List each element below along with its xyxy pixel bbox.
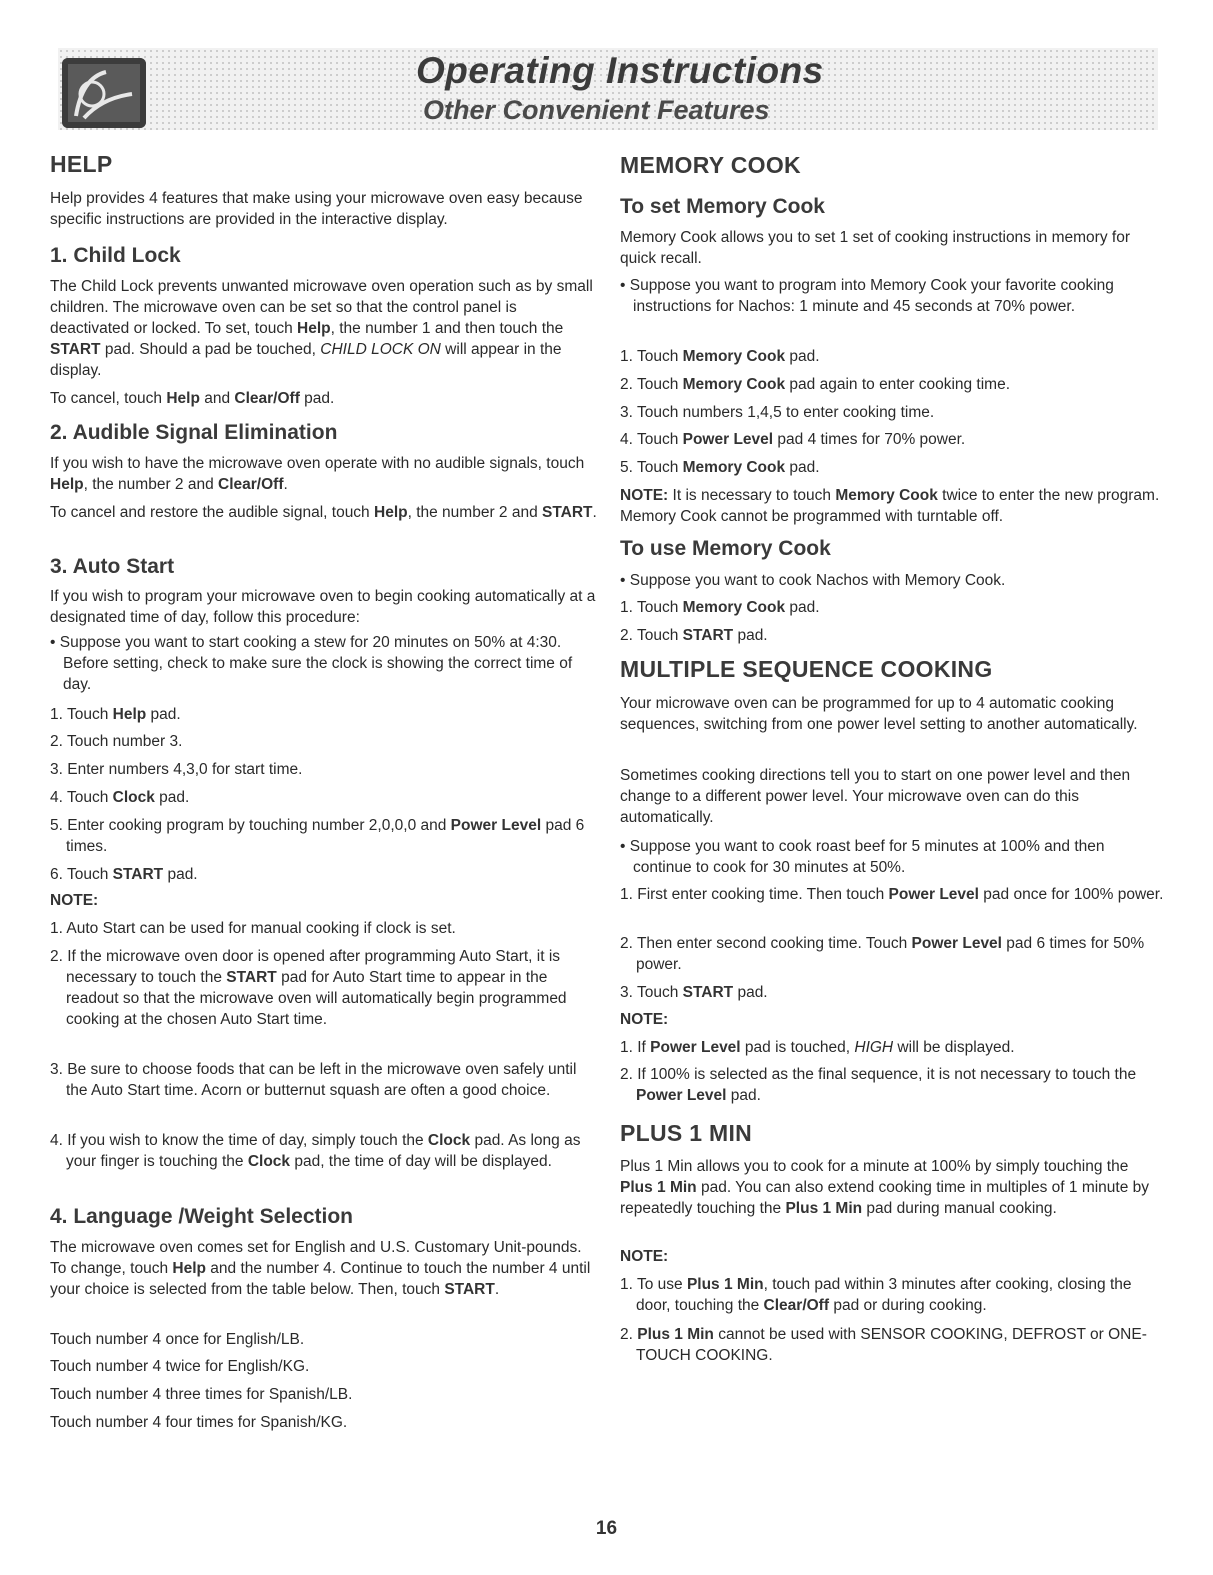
auto-start-note: 2. If the microwave oven door is opened after programming Auto Start, it is necessary to touch the START pad for Auto Start time to appear in the readout so that the microwave oven will automatically begin programmed cooking at the chosen Auto Start time. (50, 948, 567, 1028)
page-title: Operating Instructions (416, 50, 824, 91)
plus-text: Plus 1 Min allows you to cook for a minute at 100% by simply touching the Plus 1 Min pad. You can also extend cooking time in multiples of 1 minute by repeatedly touching the Plus 1 Min pad during manual cooking. (620, 1158, 1150, 1217)
memory-bullet: • Suppose you want to program into Memory Cook your favorite cooking instructions for Nachos: 1 minute and 45 seconds at 70% power. (620, 277, 1114, 315)
language-option: Touch number 4 twice for English/KG. (50, 1358, 310, 1375)
multiple-sequence-heading: MULTIPLE SEQUENCE COOKING (620, 656, 993, 682)
auto-start-step: 6. Touch START pad. (50, 866, 198, 883)
audible-text: If you wish to have the microwave oven operate with no audible signals, touch Help, the number 2 and Clear/Off. (50, 455, 585, 493)
auto-start-note: 4. If you wish to know the time of day, simply touch the Clock pad. As long as your finger is touching the Clock pad, the time of day will be displayed. (50, 1132, 581, 1170)
child-lock-text: The Child Lock prevents unwanted microwave oven operation such as by small children. The microwave oven can be set so that the control panel is deactivated or locked. To set, touch Help, the number 1 and then touch the START pad. Should a pad be touched, CHILD LOCK ON will appear in the display. (50, 278, 593, 379)
use-memory-step: 1. Touch Memory Cook pad. (620, 599, 820, 616)
use-memory-bullet: • Suppose you want to cook Nachos with Memory Cook. (620, 572, 1006, 589)
memory-intro: Memory Cook allows you to set 1 set of cooking instructions in memory for quick recall. (620, 229, 1130, 267)
memory-step: 2. Touch Memory Cook pad again to enter cooking time. (620, 376, 1011, 393)
multiple-note-label: NOTE: (620, 1011, 669, 1028)
auto-start-heading: 3. Auto Start (50, 555, 175, 578)
multiple-text: Your microwave oven can be programmed for up to 4 automatic cooking sequences, switching from one power level setting to another automatically. (620, 695, 1138, 733)
auto-start-step: 1. Touch Help pad. (50, 706, 181, 723)
auto-start-intro: If you wish to program your microwave oven to begin cooking automatically at a designated time of day, follow this procedure: (50, 588, 596, 626)
microwave-icon (62, 58, 146, 128)
auto-start-step: 5. Enter cooking program by touching number 2,0,0,0 and Power Level pad 6 times. (50, 817, 585, 855)
help-intro: Help provides 4 features that make using your microwave oven easy because specific instructions are provided in the interactive display. (50, 190, 583, 228)
memory-note: NOTE: It is necessary to touch Memory Cook twice to enter the new program. Memory Cook cannot be programmed with turntable off. (620, 487, 1160, 525)
multiple-step: 2. Then enter second cooking time. Touch Power Level pad 6 times for 50% power. (620, 935, 1145, 973)
page-number: 16 (595, 1518, 618, 1539)
audible-heading: 2. Audible Signal Elimination (50, 421, 338, 444)
auto-start-bullet: • Suppose you want to start cooking a stew for 20 minutes on 50% at 4:30. Before setting, check to make sure the clock is showing the correct time of day. (50, 634, 573, 693)
child-lock-cancel: To cancel, touch Help and Clear/Off pad. (50, 390, 335, 407)
plus-note-label: NOTE: (620, 1248, 669, 1265)
auto-start-step: 4. Touch Clock pad. (50, 789, 190, 806)
auto-start-step: 3. Enter numbers 4,3,0 for start time. (50, 761, 303, 778)
multiple-step: 3. Touch START pad. (620, 984, 768, 1001)
language-option: Touch number 4 four times for Spanish/KG. (50, 1414, 348, 1431)
plus-1-min-heading: PLUS 1 MIN (620, 1120, 753, 1146)
language-option: Touch number 4 three times for Spanish/LB. (50, 1386, 353, 1403)
memory-step: 5. Touch Memory Cook pad. (620, 459, 820, 476)
language-text: The microwave oven comes set for English and U.S. Customary Unit-pounds. To change, touch Help and the number 4. Continue to touch the number 4 until your choice is selected from the table below. Then, touch START. (50, 1239, 591, 1298)
auto-start-note-label: NOTE: (50, 892, 99, 909)
language-heading: 4. Language /Weight Selection (50, 1205, 353, 1228)
multiple-note: 1. If Power Level pad is touched, HIGH will be displayed. (620, 1039, 1015, 1056)
memory-cook-heading: MEMORY COOK (620, 152, 801, 178)
plus-note: 2. Plus 1 Min cannot be used with SENSOR COOKING, DEFROST or ONE-TOUCH COOKING. (620, 1326, 1147, 1364)
memory-step: 1. Touch Memory Cook pad. (620, 348, 820, 365)
multiple-text: Sometimes cooking directions tell you to start on one power level and then change to a different power level. Your microwave oven can do this automatically. (620, 767, 1131, 826)
use-memory-cook-heading: To use Memory Cook (620, 537, 831, 560)
audible-cancel: To cancel and restore the audible signal, touch Help, the number 2 and START. (50, 504, 597, 521)
use-memory-step: 2. Touch START pad. (620, 627, 768, 644)
plus-note: 1. To use Plus 1 Min, touch pad within 3 minutes after cooking, closing the door, touching the Clear/Off pad or during cooking. (620, 1276, 1132, 1314)
set-memory-cook-heading: To set Memory Cook (620, 195, 825, 218)
multiple-bullet: • Suppose you want to cook roast beef for 5 minutes at 100% and then continue to cook for 30 minutes at 50%. (620, 838, 1105, 876)
multiple-note: 2. If 100% is selected as the final sequence, it is not necessary to touch the Power Level pad. (620, 1066, 1137, 1104)
auto-start-note: 1. Auto Start can be used for manual cooking if clock is set. (50, 920, 456, 937)
child-lock-heading: 1. Child Lock (50, 244, 181, 267)
multiple-step: 1. First enter cooking time. Then touch Power Level pad once for 100% power. (620, 886, 1164, 903)
auto-start-step: 2. Touch number 3. (50, 733, 183, 750)
auto-start-note: 3. Be sure to choose foods that can be left in the microwave oven safely until the Auto Start time. Acorn or butternut squash are often a good choice. (50, 1061, 577, 1099)
help-heading: HELP (50, 151, 113, 177)
memory-step: 3. Touch numbers 1,4,5 to enter cooking time. (620, 404, 935, 421)
page-subtitle: Other Convenient Features (423, 95, 770, 125)
memory-step: 4. Touch Power Level pad 4 times for 70% power. (620, 431, 966, 448)
language-option: Touch number 4 once for English/LB. (50, 1331, 305, 1348)
